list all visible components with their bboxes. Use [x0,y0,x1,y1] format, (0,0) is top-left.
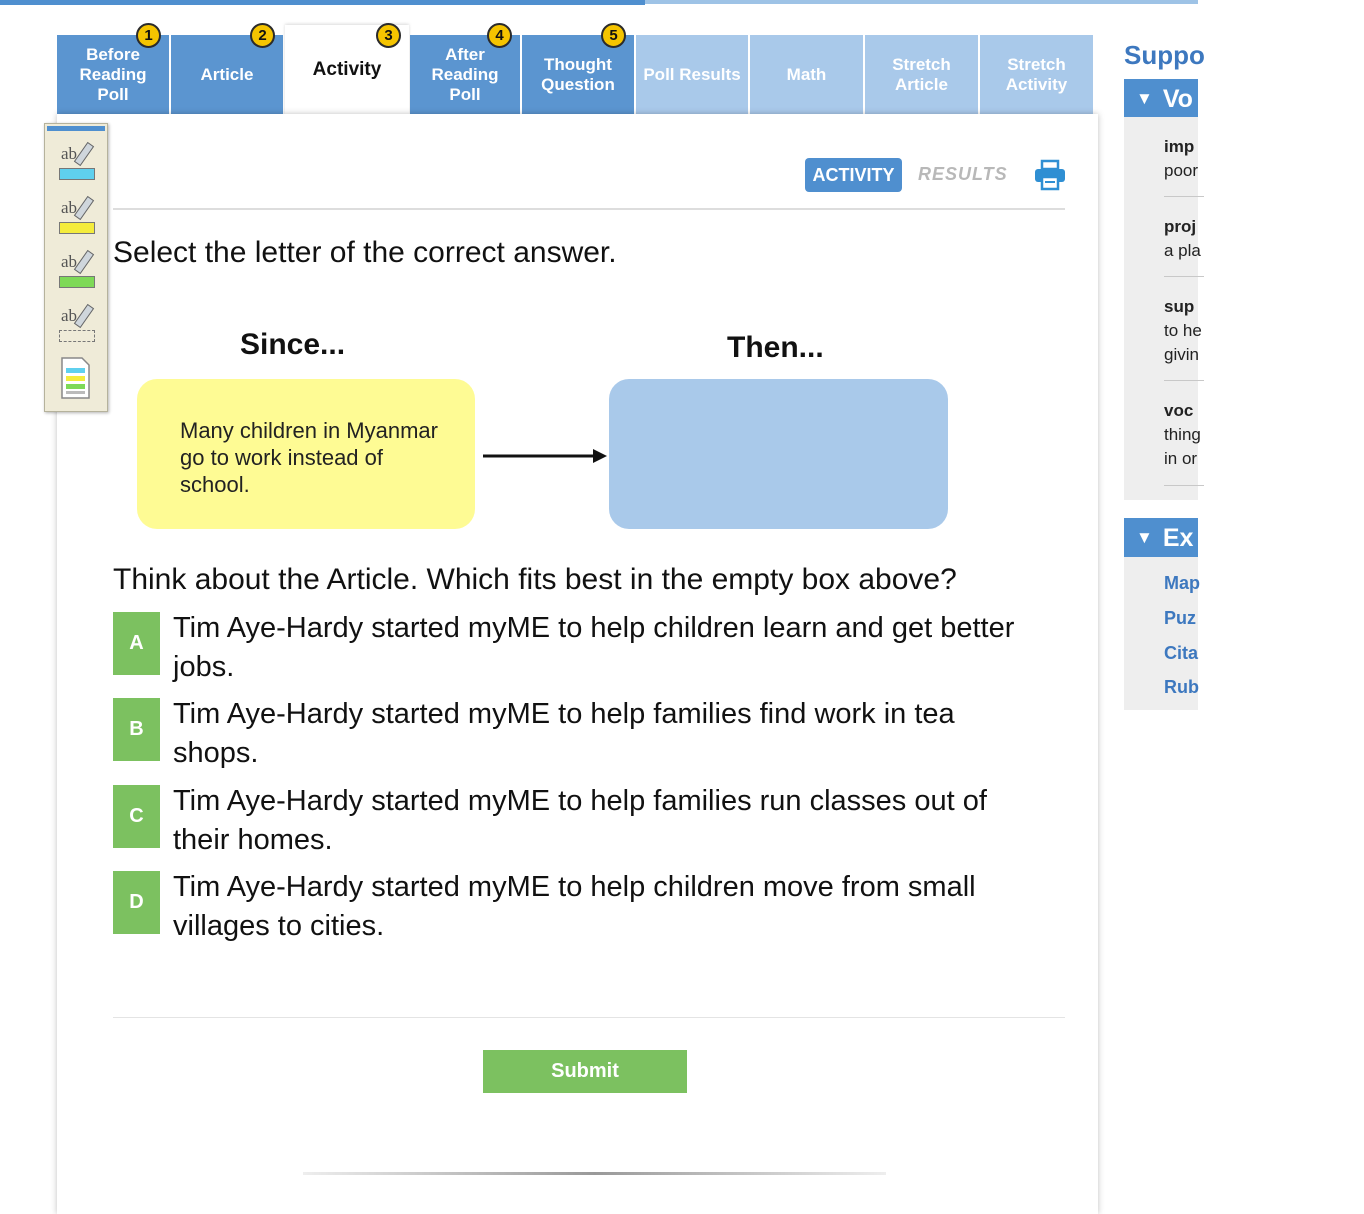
vocab-item[interactable] [1164,135,1364,183]
vocab-term: sup [1164,297,1195,316]
swatch-green [59,276,95,288]
tab-after-reading-poll[interactable] [410,26,520,114]
toolbar-drag-handle[interactable] [47,126,105,131]
then-heading: Then... [727,331,824,364]
top-accent-line-light [645,0,1198,4]
vocabulary-section-header[interactable] [1124,79,1198,119]
vocab-divider [1164,276,1204,277]
tab-label: After Reading Poll [431,44,499,104]
instruction-text: Select the letter of the correct answer. [113,236,617,269]
vocabulary-list [1124,117,1202,500]
step-badge: 3 [376,23,401,48]
vocab-definition: poor [1164,161,1199,180]
notes-icon-graphic [58,356,92,400]
highlighter-green-icon[interactable] [58,250,96,294]
vocab-item[interactable] [1164,295,1364,367]
submit-button[interactable]: Submit [483,1050,687,1093]
footer-divider [113,1017,1065,1018]
vocab-definition: to he [1164,321,1202,340]
step-badge: 4 [487,23,512,48]
tool-label: ab [61,252,78,271]
then-answer-box[interactable] [609,379,948,529]
tab-poll-results[interactable] [636,35,748,114]
extra-link-puzzle[interactable]: Puz [1164,608,1197,628]
extra-link-citation[interactable]: Cita [1164,643,1199,663]
arrow-right-icon [483,446,607,466]
option-text: Tim Aye-Hardy started myME to help children learn and get better jobs. [173,612,1015,683]
tab-label: Article [200,64,254,84]
header-divider [113,208,1065,210]
tab-stretch-article[interactable] [865,35,978,114]
option-letter-button[interactable]: A [113,612,160,675]
tab-label: Math [786,64,827,84]
tab-label: Before Reading Poll [79,44,147,104]
step-badge: 5 [601,23,626,48]
swatch-yellow [59,222,95,234]
top-accent-line [0,0,645,5]
tab-label: Poll Results [643,64,741,84]
tab-article[interactable] [171,26,283,114]
since-box-text: Many children in Myanmar go to work instead of school. [180,418,438,497]
vocab-term: proj [1164,217,1197,236]
tab-label: Stretch Article [892,54,951,94]
question-text: Think about the Article. Which fits best in the empty box above? [113,563,957,596]
since-heading: Since... [240,328,346,361]
tab-activity[interactable] [285,25,409,114]
vocab-definition-line2: givin [1164,345,1199,364]
tool-label: ab [61,144,78,163]
extras-list [1124,557,1198,710]
option-text: Tim Aye-Hardy started myME to help families find work in tea shops. [173,698,955,769]
section-header-label: Vo [1162,84,1193,113]
vocab-item[interactable] [1164,215,1364,263]
print-icon[interactable] [1034,160,1066,190]
tab-before-reading-poll[interactable] [57,26,169,114]
vocab-divider [1164,485,1204,486]
swatch-blue [59,168,95,180]
extra-link-map[interactable]: Map [1164,573,1200,593]
highlighter-toolbar [44,123,108,412]
vocab-item[interactable] [1164,399,1364,471]
triangle-down-icon: ▼ [1136,528,1153,547]
support-title: Suppo [1124,40,1205,70]
tab-label: Thought Question [541,54,615,94]
tab-thought-question[interactable] [522,26,634,114]
results-view-link[interactable]: RESULTS [918,164,1008,184]
step-badge: 1 [136,23,161,48]
section-header-label: Ex [1162,523,1194,552]
triangle-down-icon: ▼ [1136,89,1153,108]
vocab-divider [1164,380,1204,381]
vocab-definition: thing [1164,425,1201,444]
eraser-highlight-icon[interactable] [58,304,96,348]
vocab-divider [1164,196,1204,197]
tab-label: Stretch Activity [1005,54,1068,94]
tool-label: ab [61,306,78,325]
activity-view-button[interactable]: ACTIVITY [805,158,902,192]
option-letter-button[interactable]: B [113,698,160,761]
extras-section-header[interactable] [1124,518,1198,558]
highlighter-yellow-icon[interactable] [58,196,96,240]
tab-math[interactable] [750,35,863,114]
step-badge: 2 [250,23,275,48]
extra-link-rubric[interactable]: Rub [1164,677,1199,697]
tab-label: Activity [312,58,382,80]
tool-label: ab [61,198,78,217]
page-bottom-shadow [303,1172,886,1175]
swatch-clear [59,330,95,342]
vocab-definition-line2: in or [1164,449,1198,468]
tab-stretch-activity[interactable] [980,35,1093,114]
option-letter-button[interactable]: D [113,871,160,934]
vocab-term: voc [1164,401,1194,420]
option-letter-button[interactable]: C [113,785,160,848]
vocab-definition: a pla [1164,241,1201,260]
highlighter-blue-icon[interactable] [58,142,96,186]
vocab-term: imp [1164,137,1195,156]
option-text: Tim Aye-Hardy started myME to help families run classes out of their homes. [173,785,987,856]
notes-icon[interactable] [58,356,96,400]
option-text: Tim Aye-Hardy started myME to help children move from small villages to cities. [173,871,976,942]
